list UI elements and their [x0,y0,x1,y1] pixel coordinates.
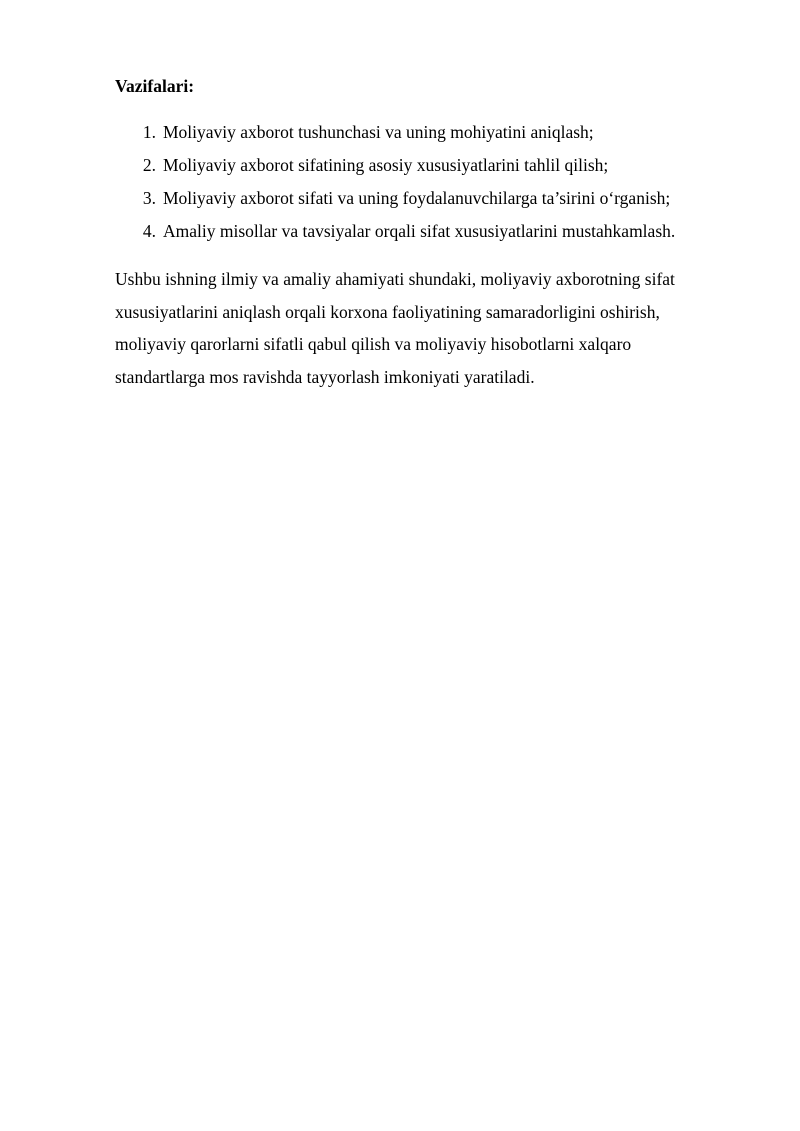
task-number: 4. [142,221,156,241]
task-number: 3. [142,188,156,208]
task-number: 2. [142,155,156,175]
task-text: Moliyaviy axborot tushunchasi va uning mohiyatini aniqlash; [163,122,594,142]
task-item [115,116,725,149]
task-number: 1. [142,122,156,142]
paragraph-line: Ushbu ishning ilmiy va amaliy ahamiyati shundaki, moliyaviy axborotning sifat [115,269,675,289]
task-item [115,215,725,248]
paragraph-line: standartlarga mos ravishda tayyorlash imkoniyati yaratiladi. [115,366,535,387]
section-heading: Vazifalari: [115,76,195,96]
task-list [115,116,725,248]
task-item [115,149,725,182]
paragraph-line: moliyaviy qarorlarni sifatli qabul qilish va moliyaviy hisobotlarni xalqaro [115,334,632,354]
paragraph-line: xususiyatlarini aniqlash orqali korxona faoliyatining samaradorligini oshirish, [115,301,660,322]
task-text: Amaliy misollar va tavsiyalar orqali sifat xususiyatlarini mustahkamlash. [163,221,676,241]
task-item [115,182,725,215]
task-text: Moliyaviy axborot sifatining asosiy xususiyatlarini tahlil qilish; [163,155,609,175]
document-page [115,74,725,393]
significance-paragraph [115,263,725,393]
task-text: Moliyaviy axborot sifati va uning foydalanuvchilarga ta’sirini o‘rganish; [163,188,671,208]
